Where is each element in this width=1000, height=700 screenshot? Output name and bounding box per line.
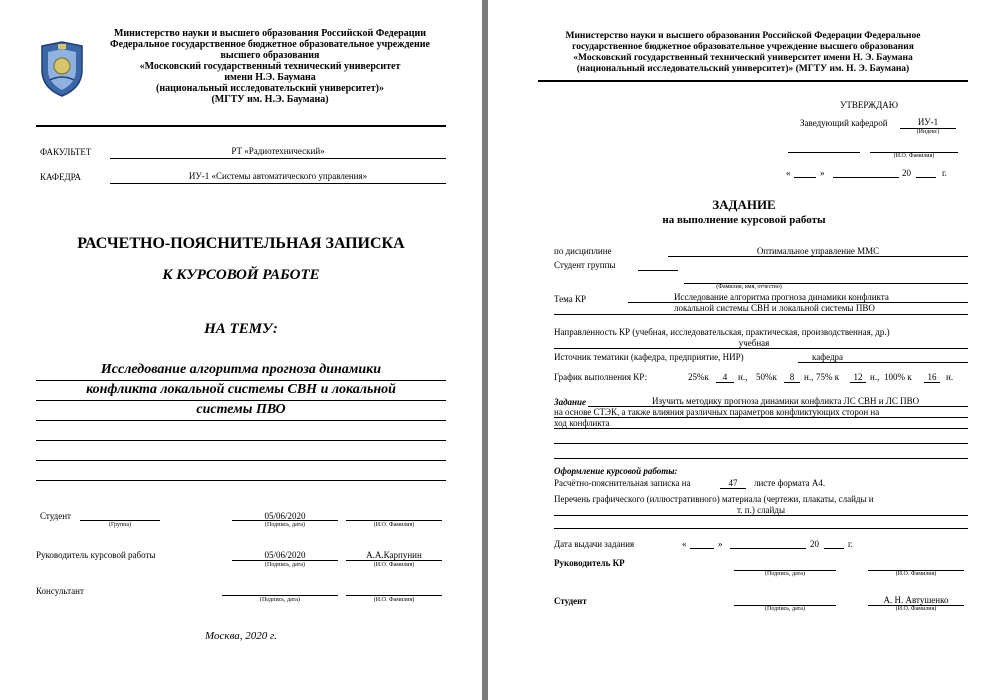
schedule-suffix: н. — [946, 372, 954, 382]
date-close-quote: » — [820, 168, 825, 178]
header-line: Министерство науки и высшего образования Российской Федерации — [113, 28, 427, 39]
name-caption: (И.О. Фамилия) — [373, 562, 415, 568]
student-name-caption: (Фамилия, имя, отчество) — [716, 284, 782, 290]
department-value: ИУ-1 «Системы автоматического управления» — [188, 171, 368, 181]
blank-line — [36, 440, 446, 441]
header-line: (национальный исследовательский университет)» (МГТУ им. Н. Э. Баумана) — [576, 64, 910, 74]
student-label: Студент — [554, 596, 587, 606]
year-suffix: г. — [942, 168, 947, 178]
note-prefix: Расчётно-пояснительная записка на — [554, 478, 691, 488]
faculty-label: ФАКУЛЬТЕТ — [40, 147, 92, 157]
schedule-75-pct: 75% к — [816, 372, 840, 382]
blank-line — [554, 443, 968, 444]
source-value: кафедра — [812, 352, 844, 362]
blank-line — [554, 528, 968, 529]
date-close-quote: » — [718, 539, 723, 549]
document-title: РАСЧЕТНО-ПОЯСНИТЕЛЬНАЯ ЗАПИСКА — [77, 235, 405, 252]
supervisor-label: Руководитель курсовой работы — [36, 550, 156, 560]
header-line: Федеральное государственное бюджетное образовательное учреждение — [110, 39, 430, 50]
task-page — [488, 0, 1000, 700]
head-index: ИУ-1 — [917, 117, 939, 127]
month-line — [833, 177, 899, 178]
title-page — [0, 0, 482, 700]
topic-underline — [554, 314, 968, 315]
blank-line — [554, 458, 968, 459]
header-line: Министерство науки и высшего образования Российской Федерации Федеральное — [565, 31, 921, 41]
supervisor-date: 05/06/2020 — [264, 550, 306, 560]
group-line — [638, 270, 678, 271]
issue-date-label: Дата выдачи задания — [554, 539, 635, 549]
header-divider — [36, 125, 446, 127]
note-suffix: листе формата А4. — [754, 478, 826, 488]
day-line — [690, 548, 714, 549]
schedule-100-week: 16 — [927, 372, 937, 382]
assignment-label: Задание — [554, 397, 587, 407]
header-line: (национальный исследовательский университет)» — [156, 83, 384, 94]
note-pages-underline — [720, 488, 746, 489]
schedule-75-week: 12 — [853, 372, 863, 382]
consultant-sign-line — [222, 595, 338, 596]
topic-line: системы ПВО — [196, 402, 286, 417]
sign-date-caption: (Подпись, дата) — [765, 571, 805, 577]
day-line — [794, 177, 816, 178]
supervisor-name: А.А.Карпунин — [366, 550, 422, 560]
topic-line: локальной системы СВН и локальной системы ПВО — [674, 303, 875, 313]
topic-line: конфликта локальной системы СВН и локальной — [86, 382, 396, 397]
month-line — [730, 548, 806, 549]
ministry-header — [528, 31, 958, 75]
student-sign-line — [232, 520, 338, 521]
document-subtitle: К КУРСОВОЙ РАБОТЕ — [162, 267, 320, 283]
group-line — [80, 520, 160, 521]
discipline-label: по дисциплине — [554, 246, 612, 256]
schedule-underline — [924, 382, 940, 383]
header-line: имени Н.Э. Баумана — [224, 72, 316, 83]
year-prefix: 20 — [810, 539, 819, 549]
index-caption: (Индекс) — [916, 129, 940, 135]
header-line: «Московский государственный технический университет имени Н. Э. Баумана — [573, 53, 913, 63]
ministry-header — [90, 28, 450, 105]
name-caption: (И.О. Фамилия) — [373, 597, 415, 603]
sign-date-caption: (Подпись, дата) — [765, 606, 805, 612]
source-underline — [798, 362, 968, 363]
sign-date-caption: (Подпись, дата) — [260, 597, 300, 603]
source-label: Источник тематики (кафедра, предприятие, НИР) — [554, 352, 744, 362]
faculty-underline — [110, 158, 446, 159]
student-label: Студент — [40, 511, 71, 521]
topic-label: Тема КР — [554, 294, 587, 304]
topic-underline — [36, 400, 446, 401]
date-open-quote: « — [786, 168, 791, 178]
consultant-label: Консультант — [36, 586, 84, 596]
year-line — [916, 177, 936, 178]
blank-line — [36, 460, 446, 461]
schedule-100-pct: 100% к — [884, 372, 912, 382]
schedule-underline — [716, 382, 734, 383]
schedule-25-week: 4 — [722, 372, 728, 382]
faculty-value: РТ «Радиотехнический» — [231, 146, 325, 156]
supervisor-label: Руководитель КР — [554, 558, 625, 568]
header-line: (МГТУ им. Н.Э. Баумана) — [211, 94, 329, 105]
name-caption: (И.О. Фамилия) — [895, 606, 937, 612]
schedule-underline — [784, 382, 800, 383]
schedule-label: График выполнения КР: — [554, 372, 648, 382]
assignment-underline — [554, 417, 968, 418]
department-label: КАФЕДРА — [40, 172, 82, 182]
discipline-underline — [668, 256, 968, 257]
department-underline — [110, 183, 446, 184]
sign-date-caption: (Подпись, дата) — [265, 562, 305, 568]
consultant-name-line — [346, 595, 442, 596]
assignment-line: на основе СТЭК, а также влияния различных параметров конфликтующих сторон на — [554, 407, 880, 417]
city-year-footer: Москва, 2020 г. — [205, 630, 277, 642]
graphics-line: т. п.) слайды — [737, 505, 785, 515]
graphics-line: Перечень графического (иллюстративного) материала (чертежи, плакаты, слайды и — [554, 494, 874, 504]
student-group-label: Студент группы — [554, 260, 616, 270]
sign-date-caption: (Подпись, дата) — [265, 522, 305, 528]
topic-underline — [36, 380, 446, 381]
note-pages: 47 — [728, 478, 738, 488]
supervisor-name-line — [346, 560, 442, 561]
approve-label: УТВЕРЖДАЮ — [840, 100, 899, 110]
schedule-50-pct: 50%к — [756, 372, 777, 382]
blank-line — [36, 480, 446, 481]
assignment-underline — [554, 428, 968, 429]
year-line — [824, 548, 844, 549]
header-divider — [538, 80, 968, 82]
name-caption: (И.О. Фамилия) — [895, 571, 937, 577]
direction-label: Направленность КР (учебная, исследовательская, практическая, производственная, др.) — [554, 327, 890, 337]
task-subtitle: на выполнение курсовой работы — [662, 214, 826, 226]
student-name: А. Н. Автушенко — [883, 595, 949, 605]
task-title: ЗАДАНИЕ — [712, 197, 776, 212]
name-caption: (И.О. Фамилия) — [373, 522, 415, 528]
header-line: государственное бюджетное образовательное учреждение высшего образования — [572, 42, 914, 52]
university-emblem-icon — [38, 40, 86, 98]
schedule-underline — [850, 382, 866, 383]
group-caption: (Группа) — [108, 522, 132, 528]
topic-line: Исследование алгоритма прогноза динамики конфликта — [674, 292, 889, 302]
schedule-50-week: 8 — [789, 372, 795, 382]
topic-underline — [36, 420, 446, 421]
header-line: высшего образования — [220, 50, 320, 61]
graphics-underline — [554, 515, 968, 516]
schedule-suffix: н., — [738, 372, 748, 382]
name-caption: (И.О. Фамилия) — [893, 153, 935, 159]
year-suffix: г. — [848, 539, 853, 549]
year-prefix: 20 — [902, 168, 911, 178]
direction-underline — [554, 348, 968, 349]
assignment-line: ход конфликта — [554, 418, 610, 428]
format-label: Оформление курсовой работы: — [554, 466, 678, 476]
header-line: «Московский государственный технический университет — [139, 61, 401, 72]
supervisor-sign-line — [232, 560, 338, 561]
student-name-line — [346, 520, 442, 521]
assignment-line: Изучить методику прогноза динамики конфликта ЛС СВН и ЛС ПВО — [652, 396, 920, 406]
student-date: 05/06/2020 — [264, 511, 306, 521]
discipline-value: Оптимальное управление ММС — [756, 246, 880, 256]
schedule-suffix: н., — [870, 372, 880, 382]
schedule-25-pct: 25%к — [688, 372, 709, 382]
on-topic-label: НА ТЕМУ: — [204, 321, 278, 337]
topic-line: Исследование алгоритма прогноза динамики — [100, 362, 382, 377]
date-open-quote: « — [682, 539, 687, 549]
schedule-suffix: н., — [804, 372, 814, 382]
head-sign-line — [788, 152, 860, 153]
head-of-department-label: Заведующий кафедрой — [800, 118, 888, 128]
direction-value: учебная — [738, 338, 770, 348]
